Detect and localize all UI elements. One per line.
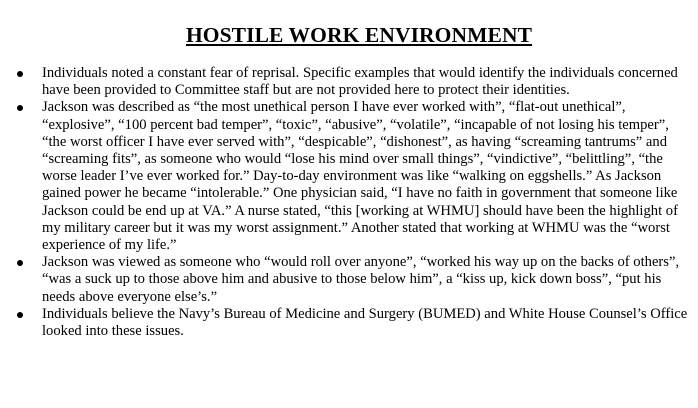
bullet-dot-icon	[17, 312, 23, 318]
bullet-item-3	[0, 254, 698, 306]
bullet-text: Individuals believe the Navy’s Bureau of Medicine and Surgery (BUMED) and White House Counsel’s Office looked into these issues.	[42, 305, 688, 340]
bullet-text: Jackson was viewed as someone who “would roll over anyone”, “worked his way up on the backs of others”, “was a suck up to those above him and abusive to those below him”, a “kiss up, kick down boss”, “put his needs above everyone else’s.”	[42, 254, 680, 305]
document-title: HOSTILE WORK ENVIRONMENT	[185, 23, 533, 47]
bullet-dot-icon	[17, 105, 23, 111]
bullet-dot-icon	[17, 71, 23, 77]
bullet-text: Jackson was described as “the most unethical person I have ever worked with”, “flat-out unethical”, “explosive”, “100 percent bad temper”, “toxic”, “abusive”, “volatile”, “incapable of not losing his temper”, “the worst officer I have ever served with”, “despicable”, “dishonest”, as having “screaming tantrums” and “screaming fits”, as someone who would “lose his mind over small things”, “vindictive”, “belittling”, “the worse leader I’ve ever worked for.” Day-to-day environment was like “walking on eggshells.” As Jackson gained power he became “intolerable.” One physician said, “I have no faith in government that someone like Jackson could be end up at VA.” A nurse stated, “this [working at WHMU] should have been the highlight of my military career but it was my worst assignment.” Another stated that working at WHMU was the “worst experience of my life.”	[42, 99, 678, 254]
bullet-dot-icon	[17, 260, 23, 266]
bullet-item-1	[0, 65, 698, 99]
bullet-item-2	[0, 99, 698, 254]
bullet-text: Individuals noted a constant fear of reprisal. Specific examples that would identify the individuals concerned have been provided to Committee staff but are not provided here to protect their identities.	[42, 65, 678, 99]
bullet-list	[0, 65, 698, 340]
bullet-item-4	[0, 306, 698, 340]
